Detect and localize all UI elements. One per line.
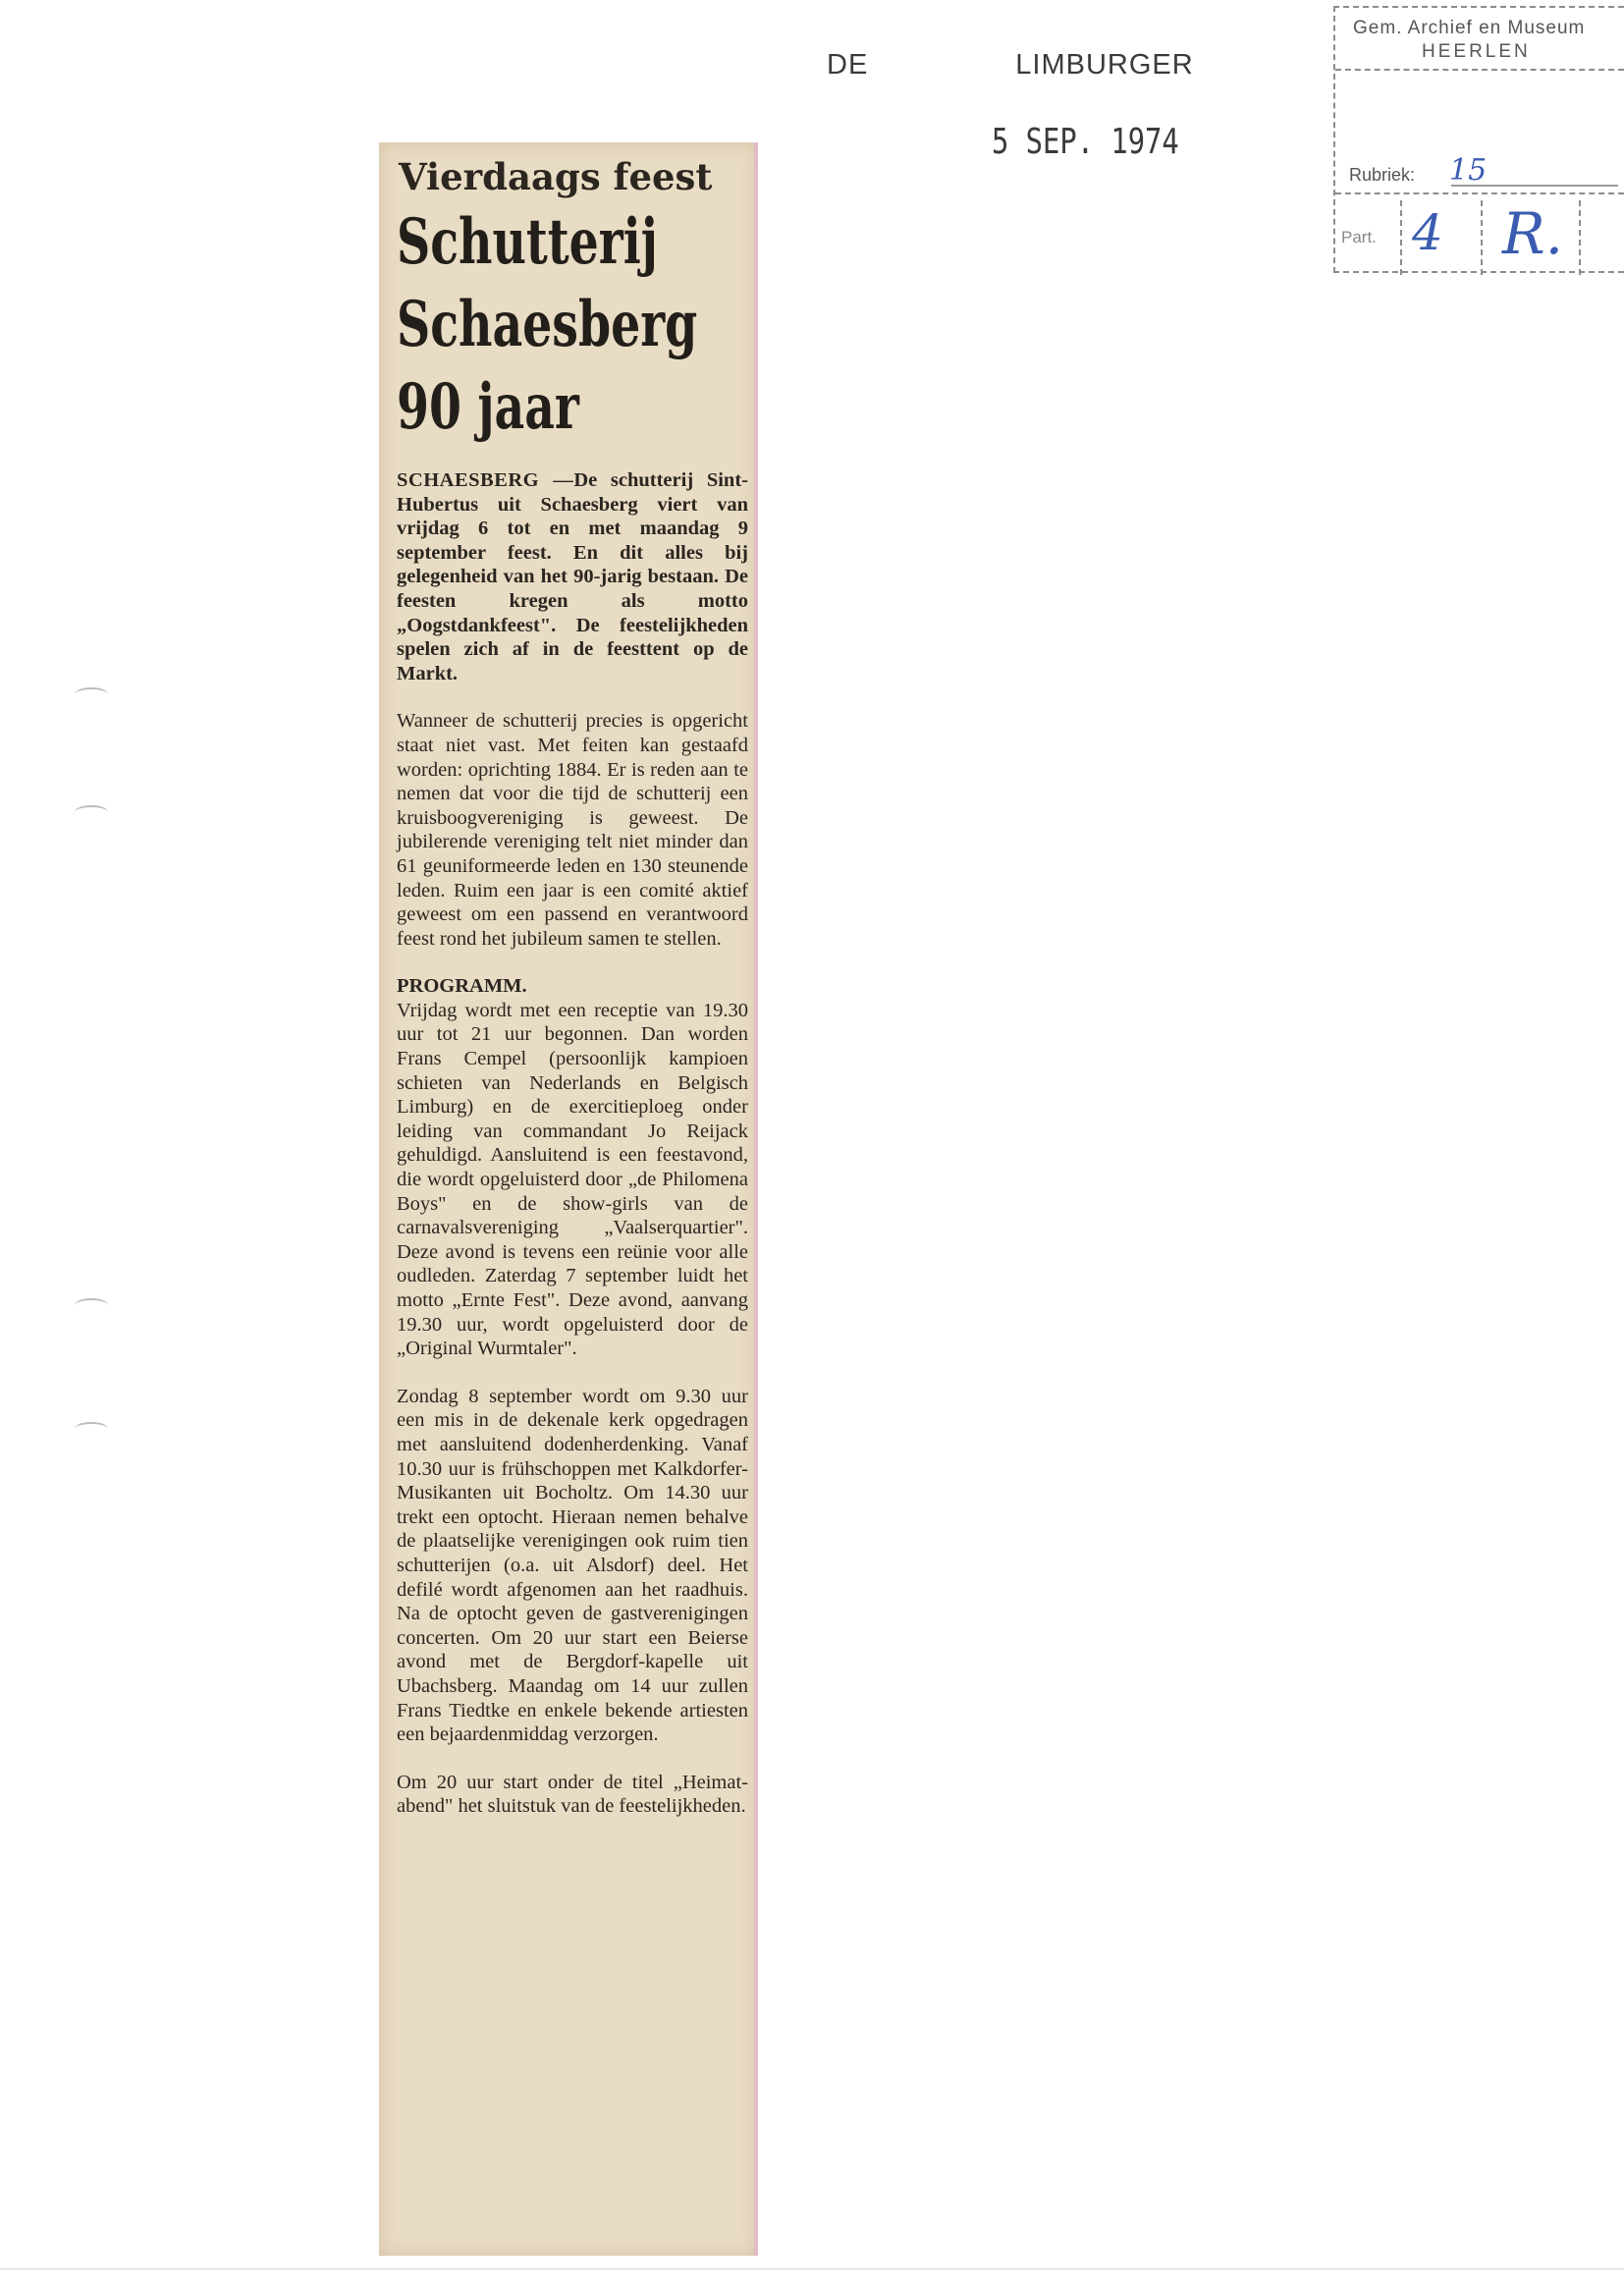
article-paragraph-2: Vrijdag wordt met een receptie van 19.30 uur tot 21 uur begonnen. Dan worden Frans Cempel (persoonlijk kampioen schieten van Nederlands en Belgisch Limburg) en de exercitieploeg onder leiding van commandant Jo Reijack gehuldigd. Aansluitend is een feestavond, die wordt opgeluisterd door „de Philomena Boys" en de show-girls van de carnavalsvereniging „Vaalserquartier". Deze avond is tevens een reünie voor alle oudleden. Zaterdag 7 september luidt het motto „Ernte Fest". Deze avond, aanvang 19.30 uur, wordt opgeluisterd door de „Original Wurmtaler". xyxy=(397,999,748,1360)
newspaper-name-left: DE xyxy=(827,49,869,81)
stamp-part-value-2: R. xyxy=(1502,200,1564,267)
stamp-rubriek-value: 15 xyxy=(1449,153,1488,188)
archive-stamp xyxy=(1333,6,1624,273)
article-paragraph-4: Om 20 uur start onder de titel „Heimat-abend" het sluitstuk van de feestelijkheden. xyxy=(397,1771,748,1818)
punch-hole xyxy=(75,1298,108,1312)
newspaper-name xyxy=(827,49,1194,82)
stamp-rubriek-label: Rubriek: xyxy=(1349,165,1416,185)
article-paragraph-1: Wanneer de schutterij precies is opgericht staat niet vast. Met feiten kan gestaafd worden: oprichting 1884. Er is reden aan te nemen dat voor die tijd de schutterij een kruisboogvereniging is geweest. De jubilerende vereniging telt niet minder dan 61 geuniformeerde leden en 130 steunende leden. Ruim een jaar is een comité aktief geweest om een passend en verantwoord feest rond het jubileum samen te stellen. xyxy=(397,710,748,950)
headline-line-1: Schutterij xyxy=(397,205,658,279)
article-headline xyxy=(397,201,745,449)
stamp-city: HEERLEN xyxy=(1422,41,1531,62)
article-kicker: Vierdaags feest xyxy=(399,155,713,198)
stamp-archive-name: Gem. Archief en Museum xyxy=(1353,18,1586,38)
article-body xyxy=(397,709,748,1819)
headline-line-2: Schaesberg xyxy=(397,288,698,361)
stamp-part-label: Part. xyxy=(1341,228,1377,246)
stamp-part-value-1: 4 xyxy=(1412,204,1443,261)
headline-line-3: 90 jaar xyxy=(397,370,579,444)
newspaper-clipping xyxy=(379,142,758,2256)
punch-hole xyxy=(75,805,108,819)
punch-hole xyxy=(75,1422,108,1436)
article-paragraph-3: Zondag 8 september wordt om 9.30 uur een mis in de dekenale kerk opgedragen met aansluitend dodenherdenking. Vanaf 10.30 uur is frühschoppen met Kalkdorfer-Musikanten uit Bocholtz. Om 14.30 uur trekt een optocht. Hieraan nemen behalve de plaatselijke verenigingen ook ruim tien schutterijen (o.a. uit Alsdorf) deel. Het defilé wordt afgenomen aan het raadhuis. Na de optocht geven de gastverenigingen concerten. Om 20 uur start een Beierse avond met de Bergdorf-kapelle uit Ubachsberg. Maandag om 14 uur zullen Frans Tiedtke en enkele bekende artiesten een bejaardenmiddag verzorgen. xyxy=(397,1385,748,1746)
article-subhead: PROGRAMM. xyxy=(397,975,527,998)
punch-hole xyxy=(75,687,108,701)
article-lead xyxy=(397,468,748,685)
newspaper-name-right: LIMBURGER xyxy=(1015,49,1194,81)
lead-dateline: SCHAESBERG — xyxy=(397,469,574,491)
lead-text: De schutterij Sint-Hubertus uit Schaesberg viert van vrijdag 6 tot en met maandag 9 september feest. En dit alles bij gelegenheid van het 90-jarig bestaan. De feesten kregen als motto „Oogstdankfeest". De feestelijkheden spelen zich af in de feesttent op de Markt. xyxy=(397,469,748,684)
publication-date: 5 SEP. 1974 xyxy=(992,122,1179,162)
